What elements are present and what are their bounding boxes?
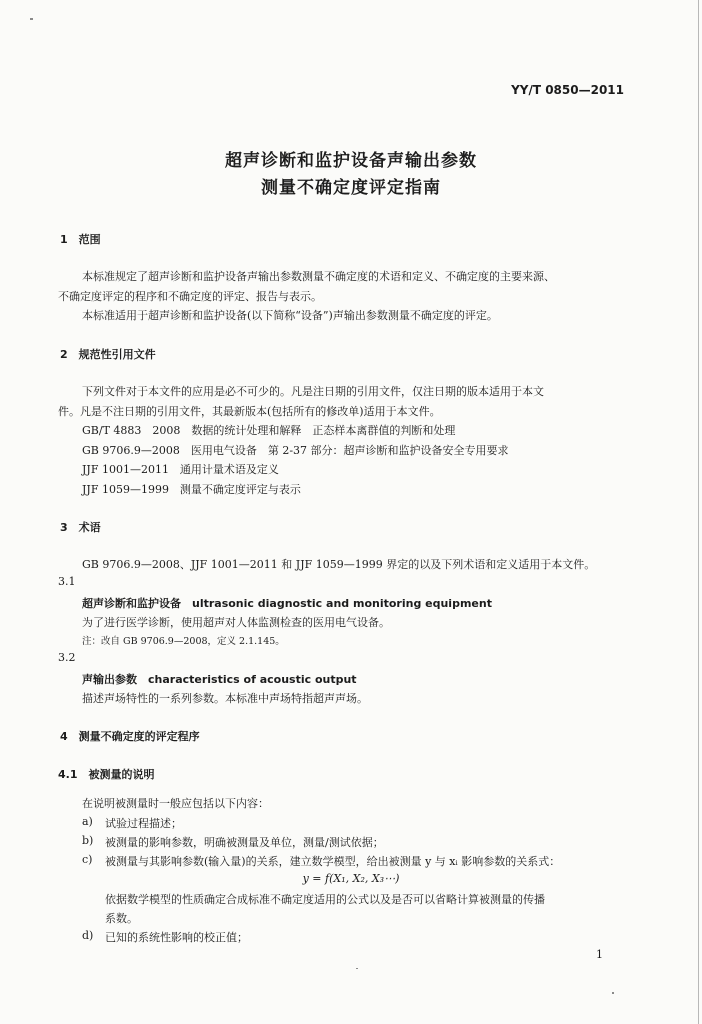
- subsection-heading-4-1: 4.1 被测量的说明: [58, 768, 155, 781]
- list-item-text: 已知的系统性影响的校正值；: [105, 931, 248, 944]
- page-number: 1: [596, 948, 603, 961]
- standard-number: YY/T 0850—2011: [511, 83, 624, 97]
- scan-speck: [30, 18, 33, 20]
- reference-item: GB/T 4883 2008 数据的统计处理和解释 正态样本离群值的判断和处理: [82, 424, 456, 437]
- paragraph: 在说明被测量时一般应包括以下内容：: [82, 797, 269, 810]
- paragraph: 本标准规定了超声诊断和监护设备声输出参数测量不确定度的术语和定义、不确定度的主要来源、: [82, 270, 555, 283]
- paragraph: 本标准适用于超声诊断和监护设备(以下简称“设备”)声输出参数测量不确定度的评定。: [82, 309, 498, 322]
- list-item-label: d): [82, 929, 94, 942]
- scan-speck: [356, 968, 358, 969]
- reference-item: GB 9706.9—2008 医用电气设备 第 2-37 部分：超声诊断和监护设备安全专用要求: [82, 444, 509, 457]
- document-title-line2: 测量不确定度评定指南: [261, 178, 441, 198]
- list-item-label: a): [82, 815, 93, 828]
- paragraph: 系数。: [105, 912, 138, 925]
- term-title: 声输出参数 characteristics of acoustic output: [82, 673, 357, 686]
- paragraph: 件。凡是不注日期的引用文件，其最新版本(包括所有的修改单)适用于本文件。: [58, 405, 441, 418]
- section-heading-3: 3 术语: [60, 521, 101, 534]
- list-item-label: b): [82, 834, 94, 847]
- paragraph: 不确定度评定的程序和不确定度的评定、报告与表示。: [58, 290, 322, 303]
- section-heading-1: 1 范围: [60, 233, 101, 246]
- list-item-label: c): [82, 853, 93, 866]
- section-heading-4: 4 测量不确定度的评定程序: [60, 730, 200, 743]
- term-definition: 描述声场特性的一系列参数。本标准中声场特指超声声场。: [82, 692, 368, 705]
- document-title-line1: 超声诊断和监护设备声输出参数: [225, 151, 477, 171]
- paragraph: GB 9706.9—2008、JJF 1001—2011 和 JJF 1059—1999 界定的以及下列术语和定义适用于本文件。: [82, 558, 596, 571]
- reference-item: JJF 1059—1999 测量不确定度评定与表示: [82, 483, 301, 496]
- term-number: 3.1: [58, 575, 76, 588]
- list-item-text: 被测量与其影响参数(输入量)的关系，建立数学模型，给出被测量 y 与 xᵢ 影响参数的关系式：: [105, 855, 561, 868]
- term-note: 注：改自 GB 9706.9—2008，定义 2.1.145。: [82, 636, 285, 647]
- term-definition: 为了进行医学诊断，使用超声对人体监测检查的医用电气设备。: [82, 616, 390, 629]
- term-title: 超声诊断和监护设备 ultrasonic diagnostic and monitoring equipment: [82, 597, 492, 610]
- formula: y = f(X₁, X₂, X₃⋯): [302, 872, 400, 885]
- reference-item: JJF 1001—2011 通用计量术语及定义: [82, 463, 279, 476]
- term-number: 3.2: [58, 651, 76, 664]
- list-item-text: 试验过程描述；: [105, 817, 182, 830]
- list-item-text: 被测量的影响参数，明确被测量及单位，测量/测试依据；: [105, 836, 384, 849]
- section-heading-2: 2 规范性引用文件: [60, 348, 156, 361]
- paragraph: 依据数学模型的性质确定合成标准不确定度适用的公式以及是否可以省略计算被测量的传播: [105, 893, 545, 906]
- paragraph: 下列文件对于本文件的应用是必不可少的。凡是注日期的引用文件，仅注日期的版本适用于本文: [82, 385, 544, 398]
- scan-speck: [612, 992, 614, 994]
